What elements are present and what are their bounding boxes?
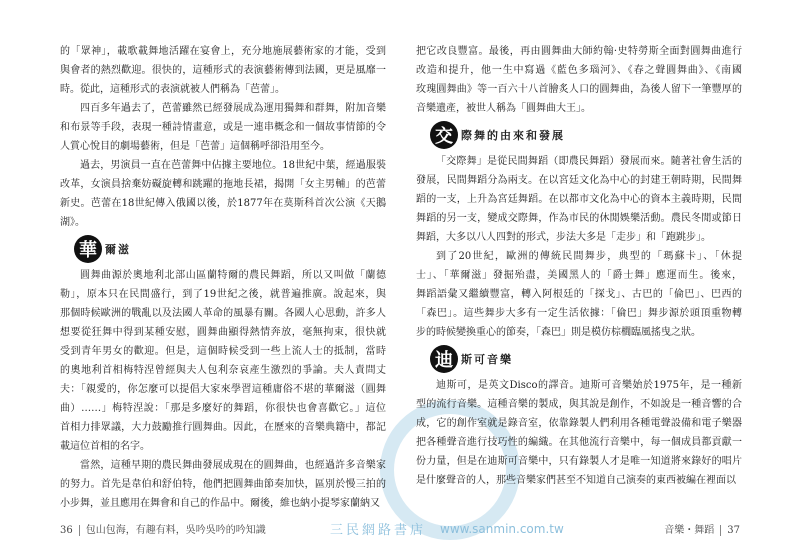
text-line: 是什麼聲音的人，那些音樂家們甚至不知道自己演奏的東西被編在裡面以 <box>416 475 736 486</box>
section-heading <box>74 232 386 266</box>
text-line: 受到青年男女的歡迎。但是，這個時候受到一些上流人士的抵制，當時 <box>60 346 386 357</box>
text-line: 發展，民間舞蹈分為兩支。在以宮廷文化為中心的封建王朝時期，民間舞 <box>416 175 742 186</box>
paragraph <box>416 152 742 247</box>
paragraph <box>60 42 386 99</box>
paragraph <box>60 99 386 156</box>
paragraph <box>416 376 742 490</box>
text-line: 把它改良豐富。最後，再由圓舞曲大師約翰·史特勞斯全面對圓舞曲進行 <box>416 46 742 57</box>
text-line: 改革，女演員捨棄妨礙旋轉和跳躍的拖地長裙，揭開「女主男輔」的芭蕾 <box>60 179 386 190</box>
text-line: 四百多年過去了，芭蕾雖然已經發展成為運用獨舞和群舞，附加音樂 <box>80 103 386 114</box>
text-line: 那個時候歐洲的戰亂以及法國人革命的風暴有關。各國人心思動，許多人 <box>60 308 386 319</box>
watermark-text: 三民網路書店 <box>330 523 427 538</box>
heading-text: 爾滋 <box>105 243 131 256</box>
paragraph <box>60 266 386 456</box>
page-number: 37 <box>727 525 740 536</box>
series-title: 包山包海，有趣有料，吳吟吳吟的吟知識 <box>85 525 266 536</box>
text-line: 圓舞曲源於奧地利北部山區蘭特爾的農民舞蹈，所以又叫做「蘭德 <box>80 270 386 281</box>
text-line: 舞蹈，大多以八人四對的形式，步法大多是「走步」和「跑跳步」。 <box>416 232 711 243</box>
text-line: 士」、「華爾滋」發掘殆盡，美國黑人的「爵士舞」應運而生。後來， <box>416 270 742 281</box>
left-page-text <box>60 42 386 513</box>
footer-divider <box>720 525 721 536</box>
text-line: 當然，這種早期的農民舞曲發展成現在的圓舞曲，也經過許多音樂家 <box>80 460 386 471</box>
text-line: 玫瑰圓舞曲》等一百六十八首膾炙人口的圓舞曲，為後人留下一筆豐厚的 <box>416 84 742 95</box>
page-number: 36 <box>60 525 73 536</box>
text-line: 的奧地利首相梅特涅曾經與夫人包利奈哀產生激烈的爭論。夫人責問丈 <box>60 365 386 376</box>
text-line: 成，它的創作室就是錄音室，依靠錄製人們利用各種電聲設備和電子樂器 <box>416 418 742 429</box>
text-line: 人賞心悅目的劇場藝術，但是「芭蕾」這個稱呼卻沿用至今。 <box>60 141 330 152</box>
heading-text: 斯可音樂 <box>461 353 513 366</box>
text-line: 和布景等手段，表現一種詩情畫意，或是一連串概念和一個故事情節的令 <box>60 122 386 133</box>
left-page-footer <box>60 521 266 536</box>
heading-initial-badge: 華 <box>74 235 102 263</box>
section-heading <box>430 342 742 376</box>
text-line: 新史。芭蕾在18世紀傳入俄國以後，於1877年在莫斯科首次公演《天鵝 <box>60 198 386 209</box>
text-line: 載這位首相的名字。 <box>60 441 150 452</box>
text-line: 步的時候變換重心的節奏，「森巴」則是模仿棕櫚臨風搖曳之狀。 <box>416 327 701 338</box>
text-line: 型的流行音樂。這種音樂的製成，與其說是創作，不如說是一種音響的合 <box>416 399 742 410</box>
section-heading <box>430 118 742 152</box>
footer-divider <box>79 525 80 536</box>
text-line: 份力量，但是在迪斯可音樂中，只有錄製人才是唯一知道將來錄好的唱片 <box>416 456 742 467</box>
text-line: 的努力。首先是韋伯和舒伯特，他們把圓舞曲節奏加快，區別於慢三拍的 <box>60 479 386 490</box>
paragraph <box>60 156 386 232</box>
paragraph <box>416 247 742 342</box>
heading-initial-badge: 交 <box>430 121 458 149</box>
publisher-watermark <box>330 519 564 538</box>
text-line: 勒」，原本只在民間盛行，到了19世紀之後，就普遍推廣。說起來，與 <box>60 289 386 300</box>
right-page-text <box>416 42 742 490</box>
heading-initial-badge: 迪 <box>430 345 458 373</box>
text-line: 「森巴」。這些舞步大多有一定生活依據：「倫巴」舞步源於頭頂重物轉 <box>416 308 742 319</box>
text-line: 的「眾神」，載歌載舞地活躍在宴會上，充分地施展藝術家的才能，受到 <box>60 46 386 57</box>
text-line: 把各種聲音進行技巧性的編織。在其他流行音樂中，每一個成員都貢獻一 <box>416 437 742 448</box>
text-line: 蹈的一支，上升為宮廷舞蹈。在以都市文化為中心的資本主義時期，民間 <box>416 194 742 205</box>
text-line: 迪斯可，是英文Disco的譯音。迪斯可音樂始於1975年，是一種新 <box>436 380 742 391</box>
text-line: 音樂遺產，被世人稱為「圓舞曲大王」。 <box>416 103 591 114</box>
text-line: 過去，男演員一直在芭蕾舞中佔據主要地位。18世紀中葉，經過服裝 <box>80 160 386 171</box>
paragraph <box>60 456 386 513</box>
text-line: 舞蹈的另一支，變成交際舞，作為市民的休閒娛樂活動。農民冬閒或節日 <box>416 213 742 224</box>
text-line: 曲）……」梅特涅說：「那是多麼好的舞蹈，你很快也會喜歡它。」這位 <box>60 403 386 414</box>
text-line: 首相力排眾議，大力鼓勵推行圓舞曲。因此，在歷來的音樂典籍中，都記 <box>60 422 386 433</box>
text-line: 時。從此，這種形式的表演就被人們稱為「芭蕾」。 <box>60 84 285 95</box>
text-line: 「交際舞」是從民間舞蹈（即農民舞蹈）發展而來。隨著社會生活的 <box>436 156 742 167</box>
text-line: 到了20世紀，歐洲的傳統民間舞步，典型的「瑪蘇卡」、「休提 <box>436 251 742 262</box>
text-line: 想要從狂舞中得到某種安慰，圓舞曲顯得熱情奔放，毫無拘束，很快就 <box>60 327 386 338</box>
heading-text: 際舞的由來和發展 <box>461 129 565 142</box>
paragraph <box>416 42 742 118</box>
watermark-url: www.sanmin.com.tw <box>440 521 564 536</box>
section-title: 音樂・舞蹈 <box>664 525 715 536</box>
text-line: 湖》。 <box>60 217 85 228</box>
text-line: 夫：「親愛的，你怎麼可以提倡大家來學習這種庸俗不堪的華爾滋（圓舞 <box>60 384 386 395</box>
text-line: 舞蹈語彙又繼續豐富，轉入阿根廷的「探戈」、古巴的「倫巴」、巴西的 <box>416 289 742 300</box>
text-line: 與會者的熱烈歡迎。很快的，這種形式的表演藝術傳到法國，更是風靡一 <box>60 65 386 76</box>
text-line: 小步舞，並且應用在舞會和自己的作品中。爾後，維也納小提琴家蘭納又 <box>60 498 380 509</box>
text-line: 改造和提升，他一生中寫過《藍色多瑙河》、《春之聲圓舞曲》、《南國 <box>416 65 742 76</box>
right-page-footer <box>664 521 740 536</box>
